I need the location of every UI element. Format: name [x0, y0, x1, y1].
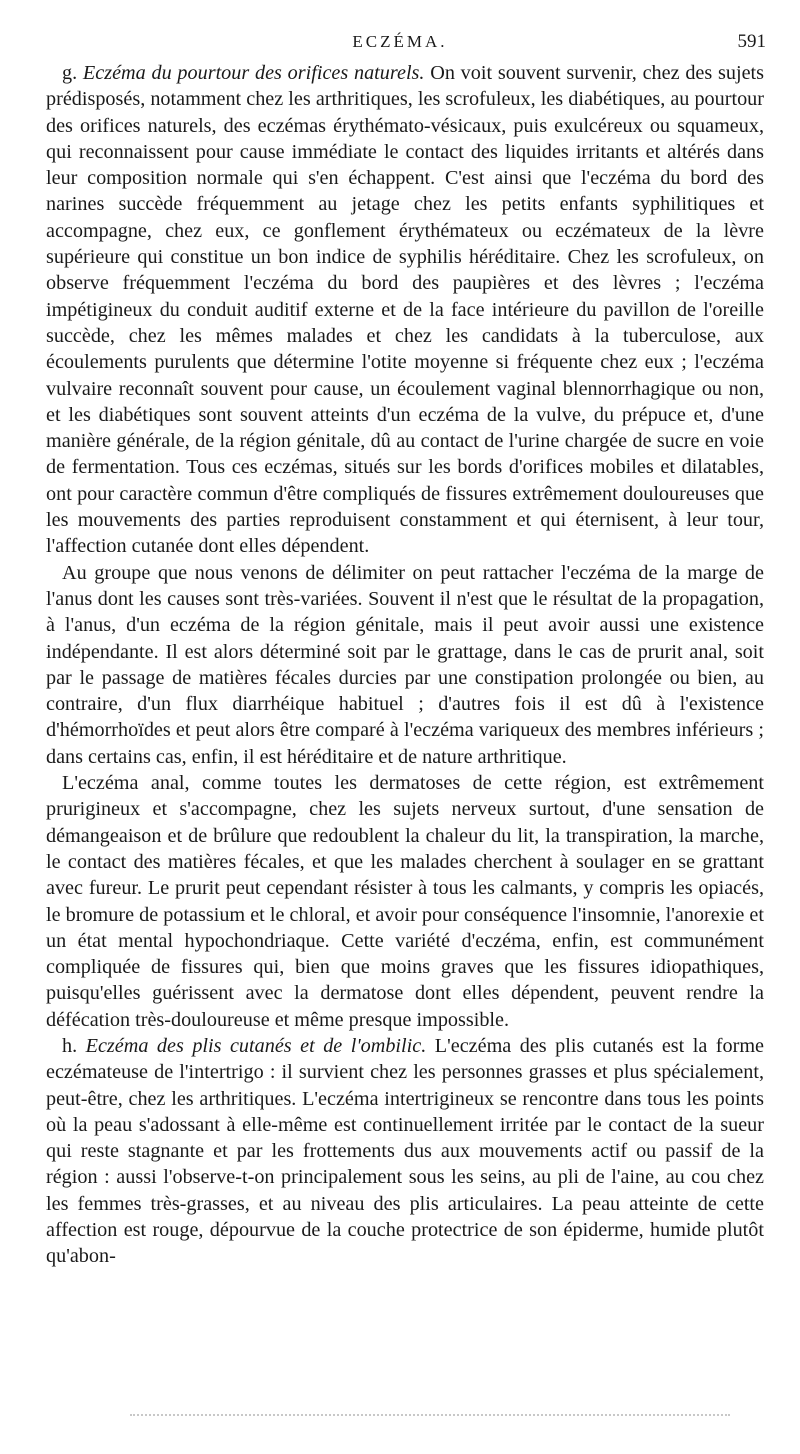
paragraph-text: On voit souvent survenir, chez des sujets prédisposés, notamment chez les arthritiques, les scrofuleux, les diabétiques, au pourtour des orifices naturels, des eczémas érythémato-vésicaux, puis exulcéreux ou squameux, qui reconnaissent pour cause immédiate le contact des liquides irritants et altérés dans leur composition normale qui s'en échappent. C'est ainsi que l'eczéma du bord des narines succède fréquemment au jetage chez les petits enfants syphilitiques et accompagne, chez eux, ce gonflement érythémateux ou eczémateux de la lèvre supérieure qui constitue un bon indice de syphilis héréditaire. Chez les scrofuleux, on observe fréquemment l'eczéma du bord des paupières et des lèvres ; l'eczéma impétigineux du conduit auditif externe et de la face intérieure du pavillon de l'oreille succède, chez les mêmes malades et chez les candidats à la tuberculose, aux écoulements purulents que détermine l'otite moyenne si fréquente chez eux ; l'eczéma vulvaire reconnaît souvent pour cause, un écoulement vaginal blennorrhagique ou non, et les diabétiques sont souvent atteints d'un eczéma de la vulve, du prépuce et, d'une manière générale, de la région génitale, dû au contact de l'urine chargée de sucre en voie de fermentation. Tous ces eczémas, situés sur les bords d'orifices mobiles et dilatables, ont pour caractère commun d'être compliqués de fissures extrêmement douloureuses que les mouvements des parties reproduisent constamment et qui éternisent, à leur tour, l'affection cutanée dont elles dépendent.: [46, 62, 764, 558]
section-letter: h.: [62, 1034, 86, 1057]
running-head: [0, 28, 800, 56]
paragraph-h-skin-folds: [46, 1033, 764, 1270]
section-letter: g.: [62, 62, 83, 84]
paragraph-text: L'eczéma anal, comme toutes les dermatoses de cette région, est extrêmement prurigineux et s'accompagne, chez les sujets nerveux surtout, d'une sensation de démangeaison et de brûlure que redoublent la chaleur du lit, la transpiration, la marche, le contact des matières fécales, et que les malades cherchent à soulager en se grattant avec fureur. Le prurit peut cependant résister à tous les calmants, y compris les opiacés, le bromure de potassium et le chloral, et avoir pour conséquence l'insomnie, l'anorexie et un état mental hypochondriaque. Cette variété d'eczéma, enfin, est communément compliquée de fissures qui, bien que moins graves que les fissures idiopathiques, puisqu'elles guérissent avec la dermatose dont elles dépendent, peuvent rendre la défécation très-douloureuse et même presque impossible.: [46, 772, 764, 1031]
footer-divider: [130, 1414, 730, 1416]
paragraph-anal-eczema: [46, 770, 764, 1033]
section-heading: Eczéma du pourtour des orifices naturels.: [82, 62, 425, 84]
body-text: [46, 60, 764, 1270]
paragraph-g-orifices: [46, 60, 764, 560]
paragraph-text: L'eczéma des plis cutanés est la forme eczémateuse de l'intertrigo : il survient chez les personnes grasses et plus spécialement, peut-être, chez les arthritiques. L'eczéma intertrigineux se rencontre dans tous les points où la peau s'adossant à elle-même est continuellement irritée par le contact de la sueur qui reste stagnante et par les frottements dus aux mouvements actif ou passif de la région : aussi l'observe-t-on principalement sous les seins, au pli de l'aine, au cou chez les femmes très-grasses, et au niveau des plis articulaires. La peau atteinte de cette affection est rouge, dépourvue de la couche protectrice de son épiderme, humide plutôt qu'abon-: [46, 1034, 765, 1268]
running-title: ECZÉMA.: [352, 32, 448, 51]
page-number: 591: [737, 31, 766, 52]
section-heading: Eczéma des plis cutanés et de l'ombilic.: [85, 1034, 427, 1057]
paragraph-text: Au groupe que nous venons de délimiter on peut rattacher l'eczéma de la marge de l'anus dont les causes sont très-variées. Souvent il n'est que le résultat de la propagation, à l'anus, d'un eczéma de la région génitale, mais il peut avoir aussi une existence indépendante. Il est alors déterminé soit par le grattage, dans le cas de prurit anal, soit par le passage de matières fécales durcies par une constipation prolongée ou bien, au contraire, d'un flux diarrhéique habituel ; d'autres fois il est dû à l'existence d'hémorrhoïdes et peut alors être comparé à l'eczéma variqueux des membres inférieurs ; dans certains cas, enfin, il est héréditaire et de nature arthritique.: [46, 561, 764, 768]
paragraph-anal-margin: [46, 560, 764, 770]
